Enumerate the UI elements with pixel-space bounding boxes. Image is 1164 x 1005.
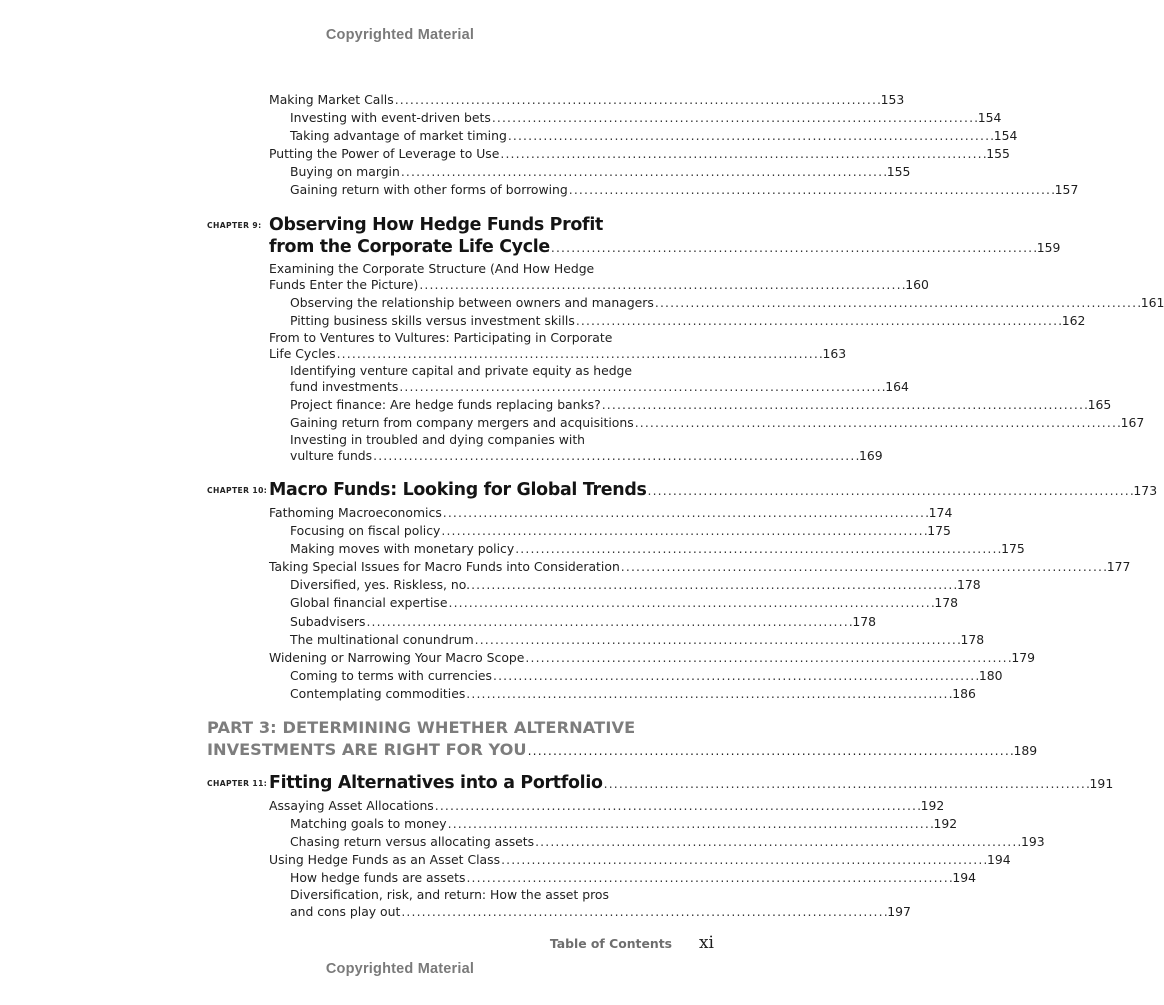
toc-entry[interactable]: Coming to terms with currencies . . . 180 [207, 667, 713, 685]
dot-leader [399, 379, 884, 396]
toc-entry[interactable]: Chasing return versus allocating assets . . . 193 [207, 833, 713, 851]
dot-leader [366, 613, 851, 631]
chapter-title-row[interactable]: Macro Funds: Looking for Global Trends . . . 173 [269, 479, 1157, 502]
dot-leader [535, 833, 1020, 851]
table-of-contents [207, 91, 1164, 920]
dot-leader [492, 109, 977, 127]
toc-entry[interactable]: Diversification, risk, and return: How the asset pros and cons play out . . . 197 [207, 887, 713, 920]
toc-entry[interactable]: Buying on margin . . . 155 [207, 163, 713, 181]
toc-entry[interactable]: Making Market Calls . . . 153 [207, 91, 713, 109]
page-number: 194 [952, 870, 977, 886]
toc-entry[interactable]: Making moves with monetary policy . . . 175 [207, 540, 713, 558]
dot-leader [395, 91, 880, 109]
toc-entry[interactable]: Fathoming Macroeconomics . . . 174 [207, 504, 713, 522]
toc-entry[interactable]: Putting the Power of Leverage to Use . . . 155 [207, 145, 713, 163]
dot-leader [500, 145, 985, 163]
page-number: 192 [920, 797, 945, 813]
chapter-title[interactable]: Observing How Hedge Funds Profit [269, 214, 603, 235]
toc-entry[interactable]: Subadvisers . . . 178 [207, 613, 713, 631]
dot-leader [448, 815, 933, 833]
page-number: 177 [1106, 559, 1131, 575]
page-number: 178 [956, 577, 981, 593]
page-number: 175 [1001, 541, 1025, 557]
dot-leader [471, 576, 956, 594]
toc-entry[interactable]: Examining the Corporate Structure (And How Hedge Funds Enter the Picture) . . . 160 [207, 261, 713, 294]
page-number: 155 [886, 164, 911, 180]
toc-entry[interactable]: Widening or Narrowing Your Macro Scope . . . 179 [207, 649, 713, 667]
page-number: 173 [1133, 482, 1158, 498]
page-number: 169 [859, 448, 883, 464]
dot-leader [493, 667, 978, 685]
page-number: 160 [905, 277, 929, 293]
chapter-10-entries [207, 504, 1131, 703]
toc-entry[interactable]: Pitting business skills versus investment skills . . . 162 [207, 312, 713, 330]
dot-leader [648, 480, 1133, 502]
toc-entry[interactable]: Focusing on fiscal policy . . . 175 [207, 522, 713, 540]
watermark-top: Copyrighted Material [325, 27, 475, 43]
dot-leader [501, 851, 986, 869]
toc-entry[interactable]: How hedge funds are assets . . . 194 [207, 869, 713, 887]
part-3-heading[interactable]: PART 3: DETERMINING WHETHER ALTERNATIVE INVESTMENTS ARE RIGHT FOR YOU . . . 189 [207, 717, 713, 762]
page-number: 186 [952, 685, 976, 701]
dot-leader [449, 594, 934, 612]
intro-entries [207, 91, 1079, 200]
toc-entry[interactable]: Global financial expertise . . . 178 [207, 594, 713, 612]
page-number: 178 [852, 613, 876, 629]
page-number: 163 [822, 346, 847, 362]
page-number: 157 [1054, 182, 1079, 198]
toc-entry[interactable]: Gaining return with other forms of borrowing . . . 157 [207, 181, 713, 199]
dot-leader [525, 649, 1010, 667]
dot-leader [528, 740, 1013, 762]
dot-leader [443, 504, 928, 522]
page-number: 161 [1140, 294, 1164, 310]
toc-entry[interactable]: The multinational conundrum . . . 178 [207, 631, 713, 649]
dot-leader [576, 312, 1061, 330]
toc-entry[interactable]: Investing in troubled and dying companies with vulture funds . . . 169 [207, 432, 713, 465]
page-number: 154 [977, 110, 1002, 126]
toc-entry[interactable]: Investing with event-driven bets . . . 154 [207, 109, 713, 127]
dot-leader [621, 558, 1106, 576]
dot-leader [475, 631, 960, 649]
toc-entry[interactable]: Matching goals to money . . . 192 [207, 815, 713, 833]
page-number: 164 [885, 379, 909, 395]
dot-leader [604, 773, 1089, 795]
dot-leader [515, 540, 1000, 558]
dot-leader [419, 277, 904, 294]
chapter-9-entries [207, 260, 1164, 465]
toc-entry[interactable]: Using Hedge Funds as an Asset Class . . . 194 [207, 851, 713, 869]
dot-leader [401, 904, 886, 921]
page-number: 167 [1120, 414, 1145, 430]
page-number: 191 [1089, 775, 1114, 791]
page-number: 192 [933, 816, 958, 832]
toc-entry[interactable]: Gaining return from company mergers and acquisitions . . . 167 [207, 414, 713, 432]
folio-page-number: xi [698, 933, 714, 953]
chapter-11 [207, 772, 1114, 795]
page-number: 179 [1011, 649, 1035, 665]
dot-leader [655, 294, 1140, 312]
dot-leader [569, 181, 1054, 199]
dot-leader [635, 414, 1120, 432]
page-number: 175 [927, 523, 951, 539]
dot-leader [435, 797, 920, 815]
dot-leader [602, 396, 1087, 414]
dot-leader [551, 237, 1036, 259]
page-number: 178 [934, 595, 959, 611]
page-number: 162 [1061, 312, 1086, 328]
page-number: 174 [928, 504, 953, 520]
page-number: 194 [986, 852, 1011, 868]
toc-entry[interactable]: Contemplating commodities . . . 186 [207, 685, 713, 703]
toc-entry[interactable]: Project finance: Are hedge funds replacing banks? . . . 165 [207, 396, 713, 414]
running-footer-label: Table of Contents [549, 936, 672, 951]
toc-entry[interactable]: Assaying Asset Allocations . . . 192 [207, 797, 713, 815]
chapter-title-row[interactable]: Fitting Alternatives into a Portfolio . . . 191 [269, 772, 1113, 795]
chapter-9 [207, 214, 1061, 259]
toc-entry[interactable]: Identifying venture capital and private equity as hedge fund investments . . . 164 [207, 363, 713, 396]
page-number: 178 [960, 631, 985, 647]
watermark-bottom: Copyrighted Material [325, 961, 475, 977]
page-number: 180 [978, 667, 1003, 683]
dot-leader [466, 869, 951, 887]
page-number: 193 [1020, 834, 1045, 850]
dot-leader [508, 127, 993, 145]
toc-entry[interactable]: Taking Special Issues for Macro Funds into Consideration . . . 177 [207, 558, 713, 576]
toc-entry[interactable]: From to Ventures to Vultures: Participating in Corporate Life Cycles . . . 163 [207, 330, 713, 363]
page-number: 197 [887, 903, 911, 919]
toc-entry[interactable]: Observing the relationship between owners and managers . . . 161 [207, 294, 713, 312]
page-number: 165 [1087, 396, 1112, 412]
page-number: 154 [993, 128, 1018, 144]
chapter-title-row[interactable]: from the Corporate Life Cycle . . . 159 [269, 236, 1060, 259]
page-number: 153 [880, 92, 905, 107]
page-number: 189 [1013, 742, 1038, 758]
page-number: 155 [986, 146, 1010, 162]
chapter-label: CHAPTER 9: [207, 220, 262, 230]
toc-entry[interactable]: Taking advantage of market timing . . . 154 [207, 127, 713, 145]
chapter-10 [207, 479, 1158, 502]
dot-leader [337, 346, 822, 363]
dot-leader [373, 448, 858, 465]
chapter-label: CHAPTER 10: [207, 485, 268, 495]
dot-leader [466, 685, 951, 703]
toc-entry[interactable]: Diversified, yes. Riskless, no. . . . 178 [207, 576, 713, 594]
chapter-11-entries [207, 797, 1045, 920]
page-number: 159 [1036, 239, 1061, 255]
dot-leader [441, 522, 926, 540]
dot-leader [401, 163, 886, 181]
chapter-label: CHAPTER 11: [207, 778, 268, 788]
